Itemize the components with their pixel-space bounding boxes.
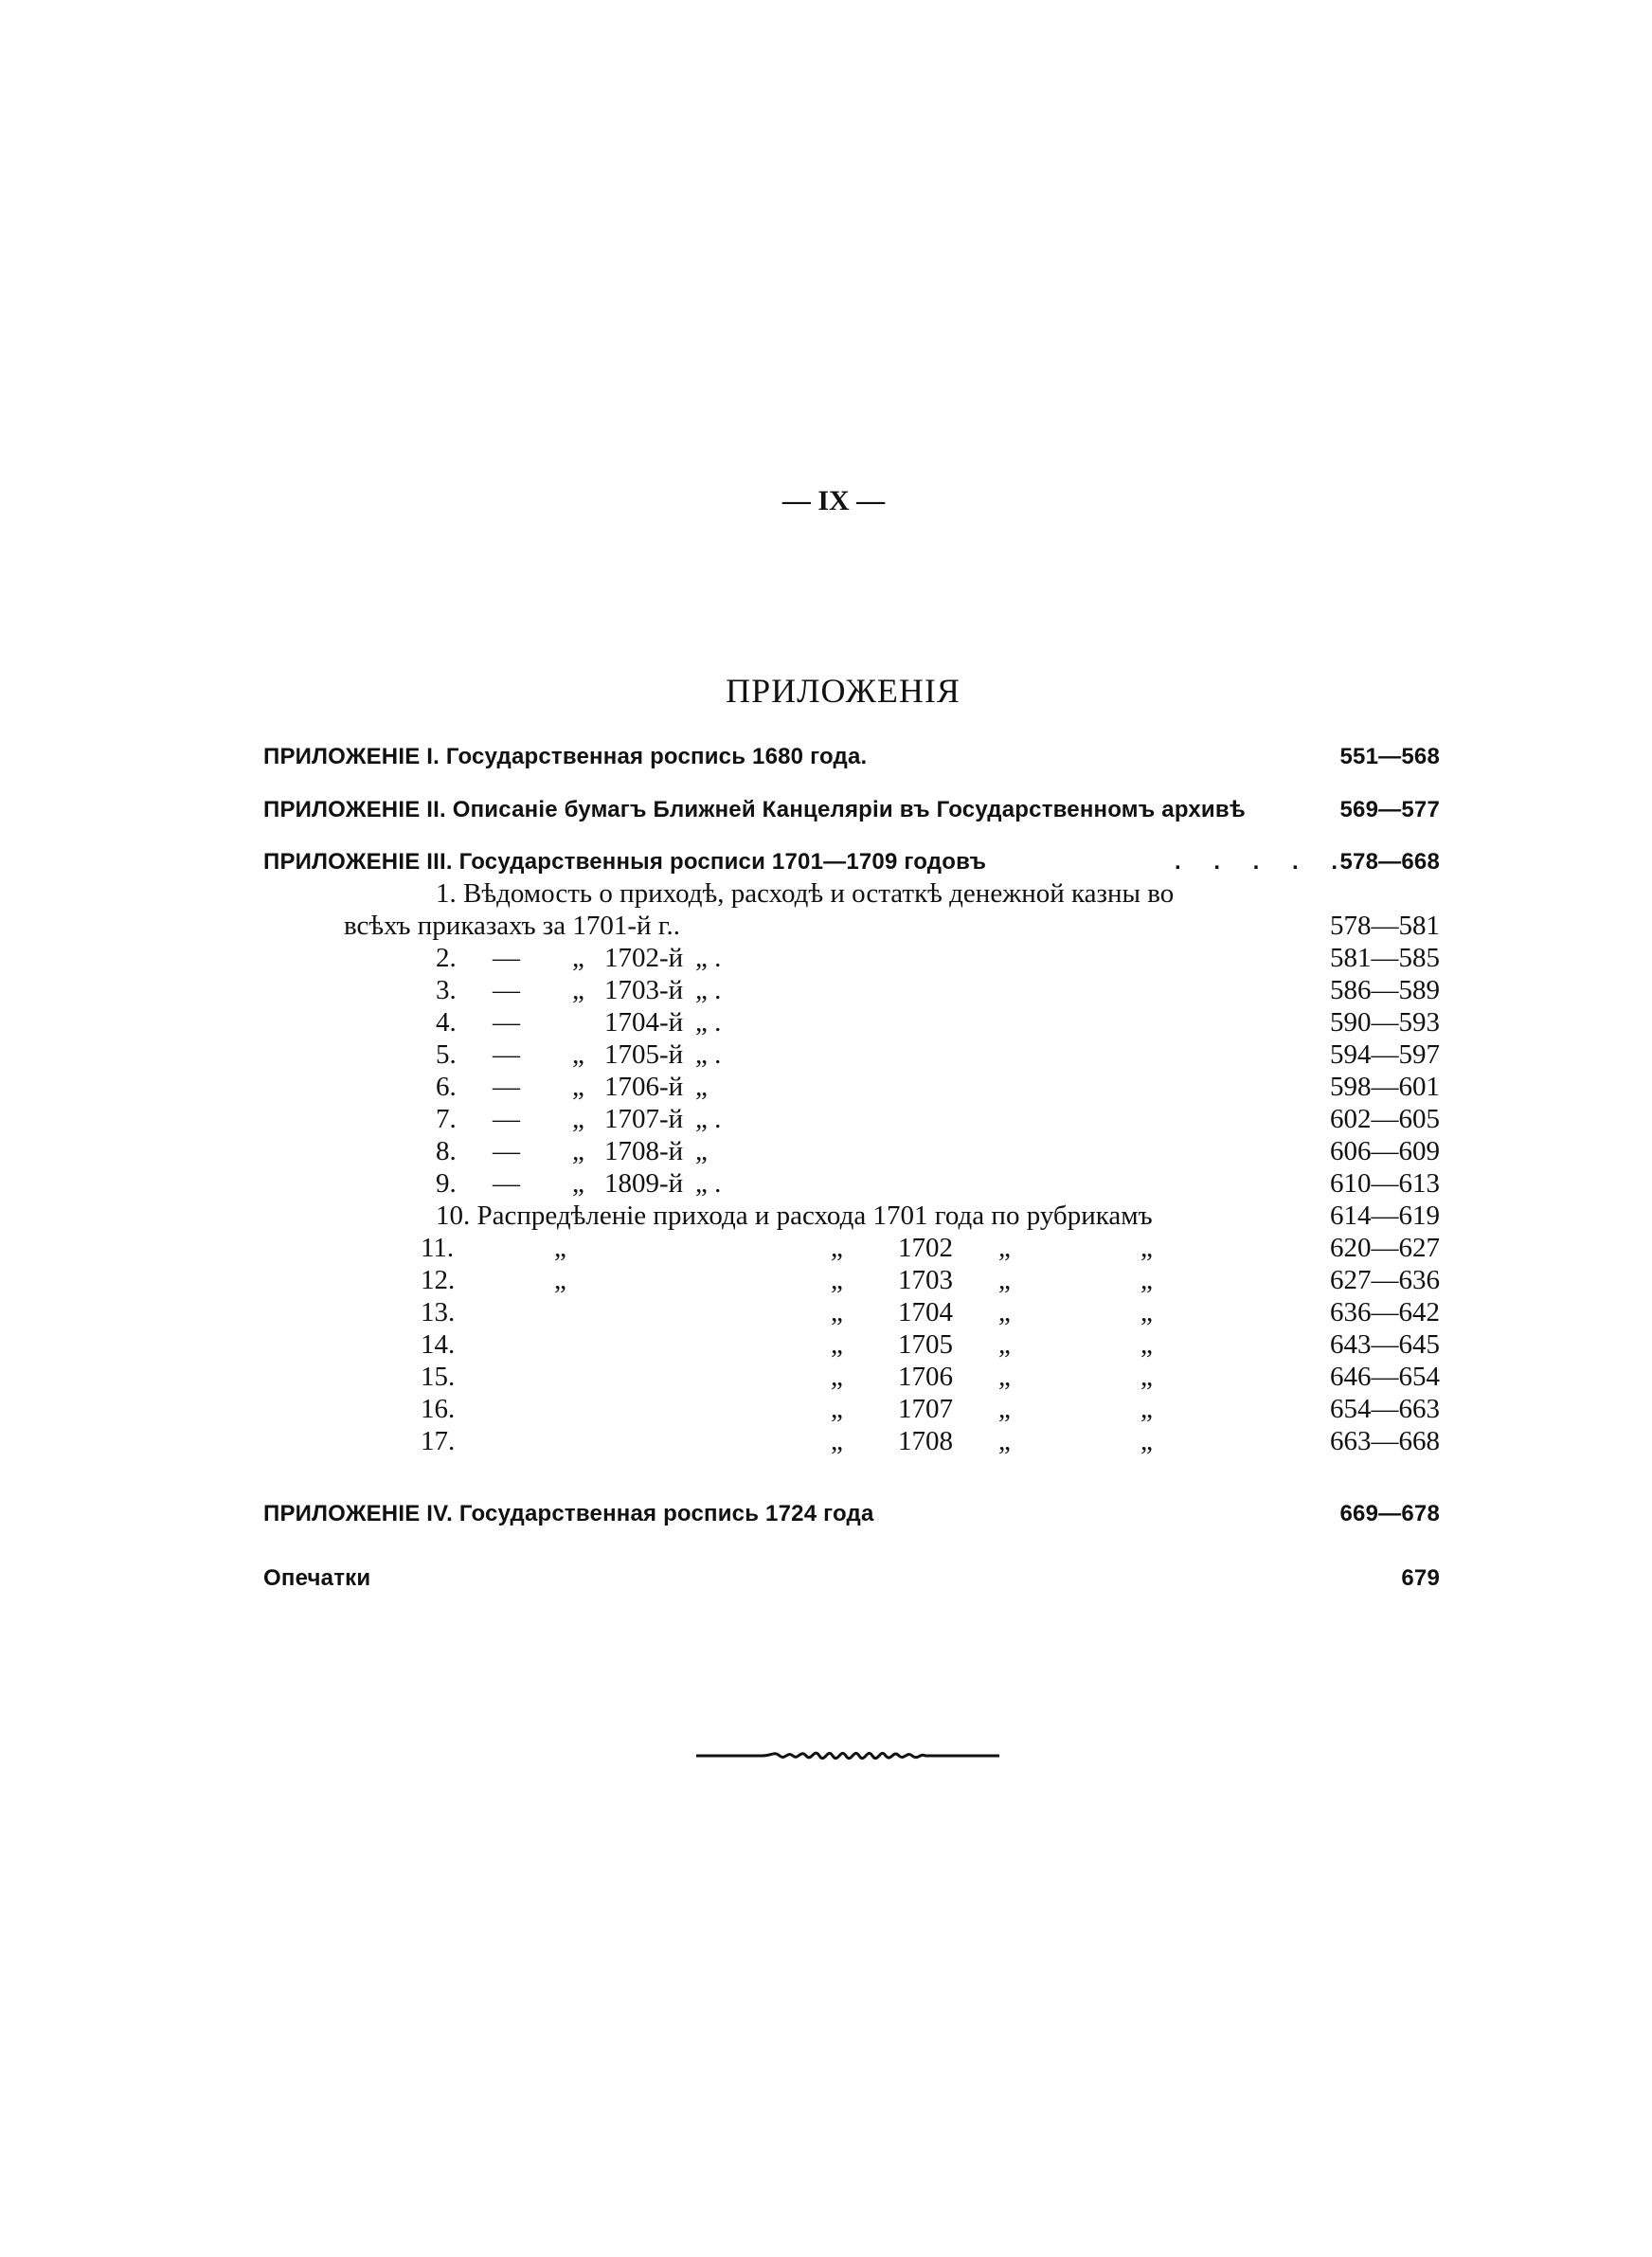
item-pages: 586—589 [1330,975,1440,1005]
item-pages: 643—645 [1330,1329,1440,1360]
item-ditto-suffix: „ . [695,975,722,1005]
item-dash: — [493,1072,520,1102]
item-pages: 594—597 [1330,1039,1440,1070]
item-number: 16. [421,1394,456,1424]
item-ditto: „ [831,1297,843,1327]
closing-ornament [696,1743,999,1768]
item-dash: — [493,1168,520,1199]
item-pages: 654—663 [1330,1394,1440,1424]
item-ditto: „ [572,975,584,1005]
item-10-pages: 614—619 [1330,1201,1440,1231]
item-dash: — [493,1136,520,1166]
item-ditto: „ [831,1426,843,1456]
item-year: 1809-й [604,1168,684,1199]
item-ditto: „ [572,1072,584,1102]
item-number: 11. [421,1233,455,1263]
errata-pages: 679 [1401,1565,1440,1591]
item-number: 5. [436,1039,457,1070]
item-pages: 646—654 [1330,1362,1440,1392]
item-number: 8. [436,1136,457,1166]
item-ditto: „ [572,1104,584,1134]
item-ditto-suffix: „ [695,1072,708,1102]
item-ditto-suffix: „ . [695,1168,722,1199]
item-ditto: „ [998,1362,1011,1392]
item-dash: — [493,943,520,973]
item-year: 1708 [898,1426,953,1456]
errata-label: Опечатки [263,1565,371,1591]
item-pages: 581—585 [1330,943,1440,973]
item-ditto: „ [1140,1265,1153,1295]
item-year: 1703 [898,1265,953,1295]
item-number: 3. [436,975,457,1005]
item-1-pages: 578—581 [1330,911,1440,941]
item-number: 2. [436,943,457,973]
appendix-3-pages: 578—668 [1339,849,1440,875]
item-year: 1704-й [604,1007,684,1038]
item-ditto-suffix: „ . [695,1007,722,1038]
item-ditto: „ [572,1136,584,1166]
page-title: ПРИЛОЖЕНІЯ [726,672,961,710]
page-folio: — IX — [781,485,886,516]
item-year: 1707 [898,1394,953,1424]
item-year: 1705-й [604,1039,684,1070]
item-ditto: „ [831,1394,843,1424]
item-ditto: „ [572,1039,584,1070]
item-number: 6. [436,1072,457,1102]
item-pages: 663—668 [1330,1426,1440,1456]
appendix-1-label: ПРИЛОЖЕНІЕ І. Государственная роспись 1680 года. [263,744,868,769]
item-ditto: „ [554,1265,566,1295]
item-pages: 602—605 [1330,1104,1440,1134]
item-dash: — [493,1039,520,1070]
item-ditto: „ [1140,1394,1153,1424]
item-ditto: „ [998,1233,1011,1263]
item-number: 14. [421,1329,456,1360]
item-1-line-1: 1. Вѣдомость о приходѣ, расходѣ и остаткѣ денежной казны во [436,878,1175,909]
item-ditto: „ [998,1297,1011,1327]
item-ditto: „ [998,1426,1011,1456]
item-number: 17. [421,1426,456,1456]
item-ditto: „ [1140,1297,1153,1327]
item-ditto-suffix: „ [695,1136,708,1166]
item-pages: 636—642 [1330,1297,1440,1327]
item-ditto: „ [831,1329,843,1360]
item-number: 15. [421,1362,456,1392]
item-year: 1705 [898,1329,953,1360]
item-ditto: „ [831,1265,843,1295]
item-year: 1706-й [604,1072,684,1102]
item-pages: 606—609 [1330,1136,1440,1166]
item-pages: 598—601 [1330,1072,1440,1102]
item-pages: 590—593 [1330,1007,1440,1038]
item-ditto: „ [998,1394,1011,1424]
item-ditto: „ [1140,1329,1153,1360]
item-number: 13. [421,1297,456,1327]
item-pages: 627—636 [1330,1265,1440,1295]
appendix-2-pages: 569—577 [1339,797,1440,822]
item-year: 1704 [898,1297,953,1327]
item-ditto: „ [1140,1426,1153,1456]
item-year: 1702 [898,1233,953,1263]
item-number: 9. [436,1168,457,1199]
item-ditto: „ [1140,1362,1153,1392]
appendix-3-leader-dots: . . . . . [1175,849,1352,875]
item-year: 1702-й [604,943,684,973]
item-year: 1706 [898,1362,953,1392]
item-year: 1703-й [604,975,684,1005]
item-year: 1708-й [604,1136,684,1166]
item-number: 4. [436,1007,457,1038]
item-pages: 620—627 [1330,1233,1440,1263]
item-ditto: „ [1140,1233,1153,1263]
item-year: 1707-й [604,1104,684,1134]
appendix-1-pages: 551—568 [1339,744,1440,769]
appendix-4-pages: 669—678 [1339,1501,1440,1526]
item-ditto: „ [831,1362,843,1392]
item-1-line-2: всѣхъ приказахъ за 1701-й г.. [344,911,680,941]
appendix-2-label: ПРИЛОЖЕНІЕ ІІ. Описаніе бумагъ Ближней Канцеляріи въ Государственномъ архивѣ [263,797,1246,822]
item-ditto-suffix: „ . [695,1104,722,1134]
item-number: 7. [436,1104,457,1134]
item-ditto: „ [998,1265,1011,1295]
appendix-3-label: ПРИЛОЖЕНІЕ ІІІ. Государственныя росписи 1701—1709 годовъ [263,849,987,875]
item-ditto: „ [998,1329,1011,1360]
item-ditto: „ [572,943,584,973]
item-dash: — [493,975,520,1005]
item-ditto-suffix: „ . [695,943,722,973]
item-ditto: „ [572,1168,584,1199]
item-ditto-suffix: „ . [695,1039,722,1070]
item-dash: — [493,1007,520,1038]
item-dash: — [493,1104,520,1134]
item-10-text: 10. Распредѣленіе прихода и расхода 1701 года по рубрикамъ [436,1201,1153,1231]
appendix-4-label: ПРИЛОЖЕНІЕ IV. Государственная роспись 1724 года [263,1501,874,1526]
item-ditto: „ [831,1233,843,1263]
item-ditto: „ [554,1233,566,1263]
item-pages: 610—613 [1330,1168,1440,1199]
item-number: 12. [421,1265,456,1295]
